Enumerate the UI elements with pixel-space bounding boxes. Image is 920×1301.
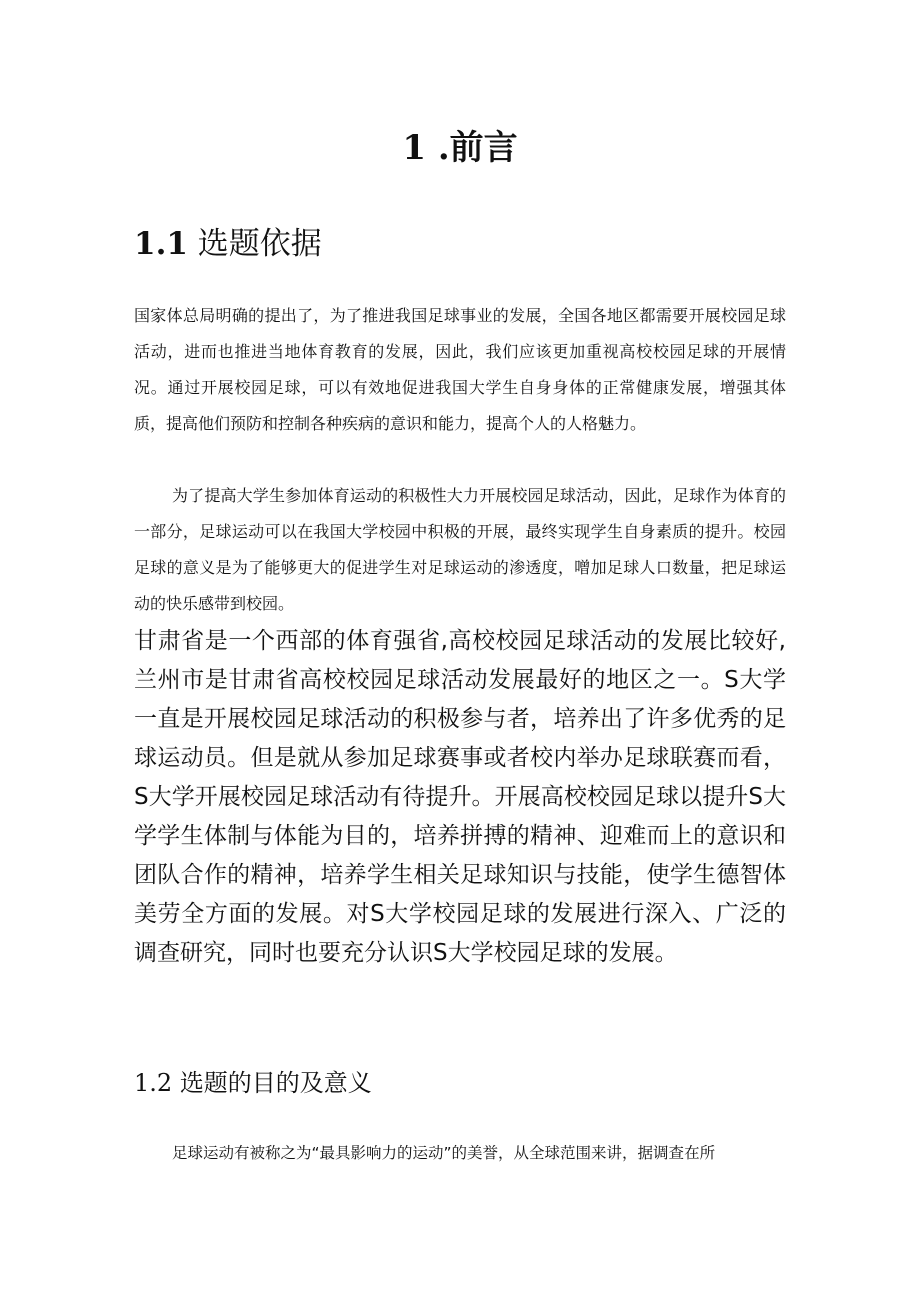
section-title-1-2	[134, 1066, 372, 1100]
paragraph-3: 甘肃省是一个西部的体育强省,高校校园足球活动的发展比较好,兰州市是甘肃省高校校园足球活动发展最好的地区之一。S大学一直是开展校园足球活动的积极参与者，培养出了许多优秀的足球运动员。但是就从参加足球赛事或者校内举办足球联赛而看，S大学开展校园足球活动有待提升。开展高校校园足球以提升S大学学生体制与体能为目的，培养拼搏的精神、迎难而上的意识和团队合作的精神，培养学生相关足球知识与技能，使学生德智体美劳全方面的发展。对S大学校园足球的发展进行深入、广泛的调查研究，同时也要充分认识S大学校园足球的发展。	[134, 628, 786, 966]
paragraph-4: 足球运动有被称之为“最具影响力的运动”的美誉，从全球范围来讲，据调查在所	[172, 1144, 716, 1162]
chapter-title: 1 .前言	[402, 128, 518, 168]
section-number: 1.1	[134, 226, 188, 262]
section-title-1-1	[134, 224, 322, 264]
section-number: 1.2	[134, 1069, 173, 1097]
paragraph-1: 国家体总局明确的提出了，为了推进我国足球事业的发展，全国各地区都需要开展校园足球活动，进而也推进当地体育教育的发展，因此，我们应该更加重视高校校园足球的开展情况。通过开展校园足球，可以有效地促进我国大学生自身身体的正常健康发展，增强其体质，提高他们预防和控制各种疾病的意识和能力，提高个人的人格魅力。	[134, 306, 786, 433]
section-heading-text: 选题依据	[197, 226, 322, 262]
paragraph-2: 为了提高大学生参加体育运动的积极性大力开展校园足球活动，因此，足球作为体育的一部分，足球运动可以在我国大学校园中积极的开展，最终实现学生自身素质的提升。校园足球的意义是为了能够更大的促进学生对足球运动的渗透度，噌加足球人口数量，把足球运动的快乐感带到校园。	[134, 486, 786, 613]
section-heading-text: 选题的目的及意义	[179, 1069, 372, 1097]
